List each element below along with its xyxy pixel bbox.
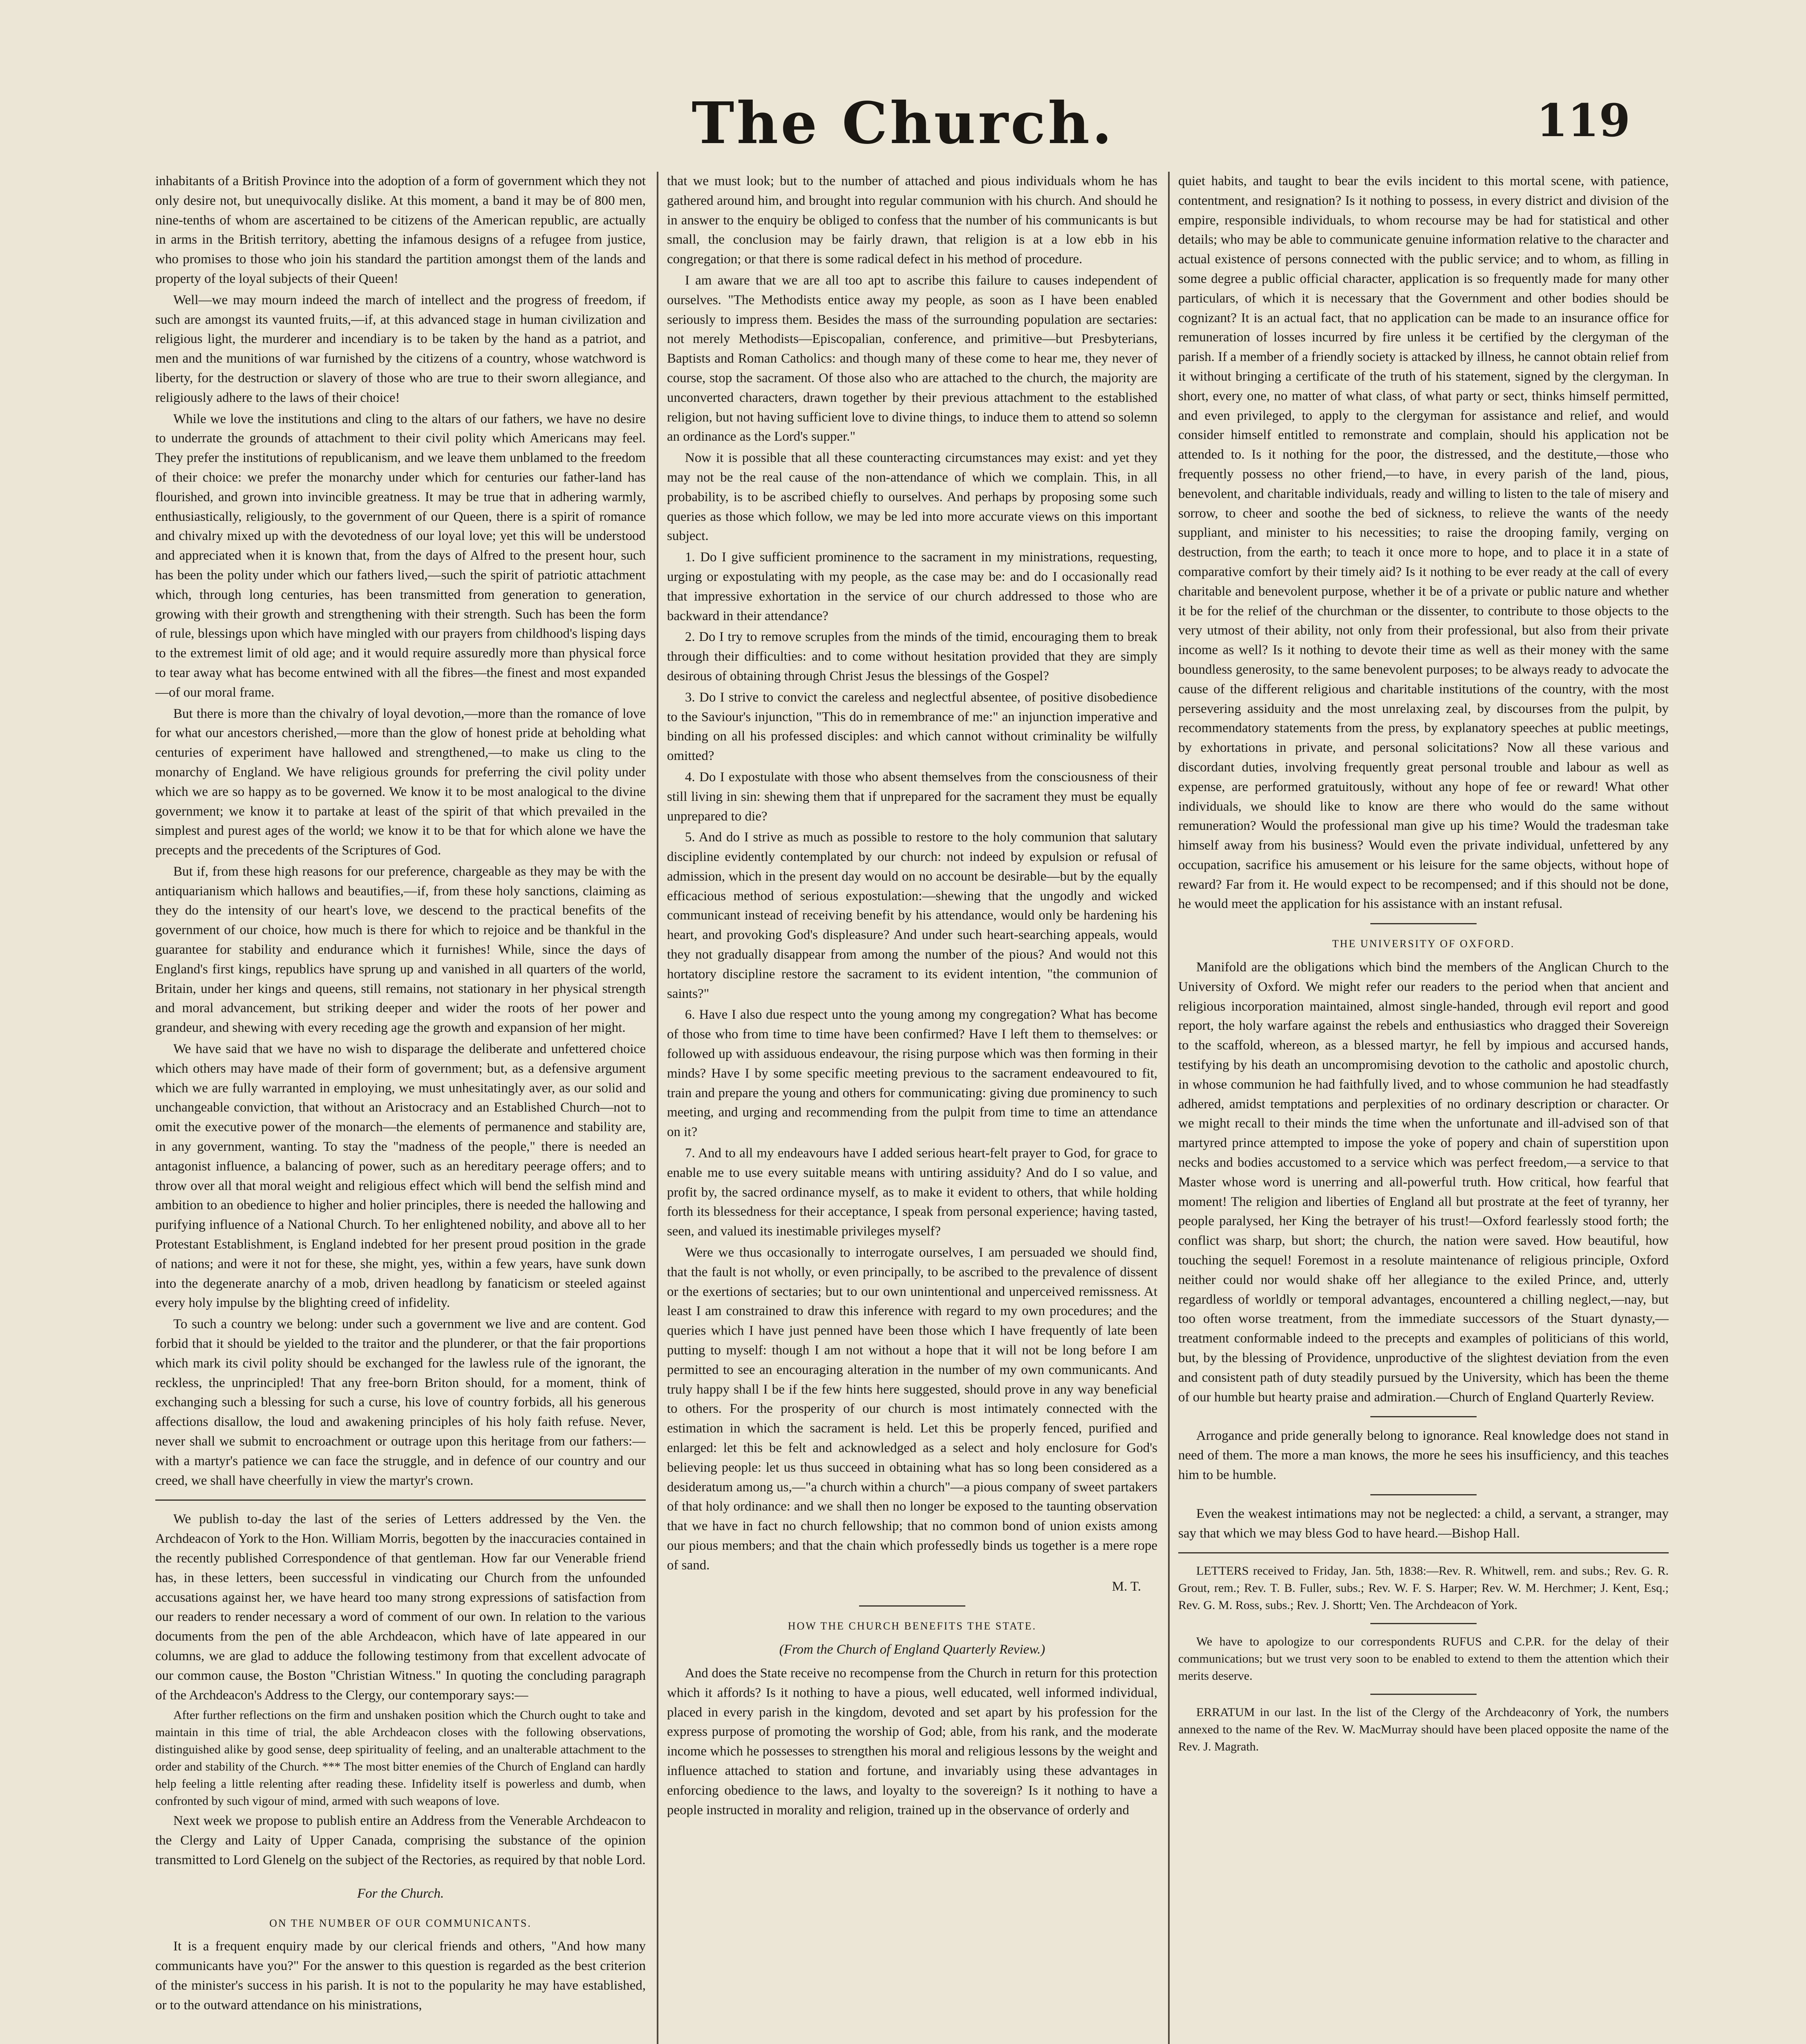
section-heading: HOW THE CHURCH BENEFITS THE STATE. — [788, 1620, 1037, 1632]
query-paragraph: 5. And do I strive as much as possible to restore to the holy communion that salutary discipline evidently contemplated by our church: not indeed by expulsion or refusal of admission, which in the present day would on no account be desirable—but by the equally efficacious method of serious expostulation:—shewing that the ungodly and wicked communicant instead of receiving benefit by his attendance, would only be hardening his heart, and provoking God's displeasure? And under such heart-searching appeals, would they not gradually disappear from among the number of the pious? And would not this hortatory discipline restore the sacrament to its evident intention, "the communion of saints?" — [667, 830, 1157, 1001]
masthead — [0, 61, 1806, 155]
column-rule-left — [657, 172, 658, 2044]
query-paragraph: 6. Have I also due respect unto the young among my congregation? What has become of those who from time to time have been confirmed? Have I left them to themselves: or followed up with assiduous endeavour, the rising purpose which was then forming in their minds? Have I by some specific meeting previous to the sacrament endeavoured to fit, train and prepare the young and others for communicating: giving due prominency to such meeting, and urging and recommending from the pulpit from time to time an attendance on it? — [667, 1007, 1157, 1140]
section-divider — [1370, 1416, 1477, 1417]
newspaper-title: The Church. — [692, 90, 1114, 157]
query-paragraph: 4. Do I expostulate with those who absent themselves from the consciousness of their still living in sin: shewing them that if unprepared for the sacrament they must be equally unprepared to die? — [667, 769, 1157, 824]
correspondents-notice: We have to apologize to our correspondents RUFUS and C.P.R. for the delay of their communications; but we trust very soon to be enabled to extend to them the attention which their merits deserve. — [1178, 1635, 1669, 1683]
article-paragraph: quiet habits, and taught to bear the evils incident to this mortal scene, with patience, contentment, and resignation? Is it nothing to possess, in every district and division of the empire, responsible individuals, to whom recourse may be had for statistical and other details; who may be able to communicate genuine information relative to the character and actual existence of persons connected with the public service; and to whom, as filling in some degree a public official character, application is so frequently made for many other particulars, of which it is necessary that the Government and other bodies should be cognizant? It is an actual fact, that no application can be made to an insurance office for remuneration of losses incurred by fire unless it be certified by the clergyman of the parish. If a member of a friendly society is attacked by illness, he cannot obtain relief from it without bringing a certificate of the truth of his statement, signed by the clergyman. In short, every one, no matter of what class, of what party or sect, thinks himself permitted, and even privileged, to apply to the clergyman for assistance and relief, and would consider himself entitled to remonstrate and complain, should his application not be attended to. Is it nothing for the poor, the distressed, and the destitute,—those who frequently possess no other friend,—to have, in every parish of the land, pious, benevolent, and charitable individuals, ready and willing to listen to the tale of misery and sorrow, to cheer and soothe the bed of sickness, to relieve the wants of the needy suppliant, and minister to his necessities; to raise the drooping family, verging on destruction, from the earth; to teach it once more to hope, and to place it in a state of comparative comfort by their timely aid? Is it nothing to be ever ready at the call of every charitable and benevolent purpose, whether it be of a private or public nature and whether it be for the relief of the churchman or the dissenter, to contribute to those objects to the very utmost of their ability, not only from their professional, but also from their private income as well? Is it nothing to devote their time as well as their money with the same boundless generosity, to the same benevolent purposes; to be always ready to advocate the cause of the different religious and charitable institutions of the country, with the most persevering assiduity and the most unrelaxing zeal, by discourses from the pulpit, by recommendatory statements from the press, by explanatory speeches at public meetings, by exhortations in private, and personal solicitations? Now all these various and discordant duties, involving frequently great personal trouble and labour as well as expense, are performed gratuitously, without any hope of fee or reward! What other individuals, we should like to know are there who would do the same without remuneration? Would the professional man give up his time? Would the tradesman take himself away from his business? Would even the private individual, unfettered by any occupation, sacrifice his amusement or his leisure for the same objects, without hope of reward? Far from it. He would expect to be recompensed; and if this should not be done, he would meet the application for his assistance with an instant refusal. — [1178, 174, 1669, 912]
article-paragraph: And does the State receive no recompense from the Church in return for this protection which it affords? Is it nothing to have a pious, well educated, well informed individual, placed in every parish in the kingdom, devoted and set apart by his profession for the express purpose of promoting the worship of God; able, from his rank, and the moderate income which he possesses to strengthen his moral and religious lessons by the weight and influence attached to station and fortune, and invariably using these advantages in enforcing obedience to the laws, and loyalty to the sovereign? Is it nothing to have a people instructed in morality and religion, trained up in the observance of orderly and — [667, 1665, 1157, 1818]
maxim-paragraph: Even the weakest intimations may not be neglected: a child, a servant, a stranger, may say that which we may bless God to have heard.—Bishop Hall. — [1178, 1506, 1669, 1541]
article-paragraph: inhabitants of a British Province into the adoption of a form of government which they not only desire not, but unequivocally dislike. At this moment, a band it may be of 800 men, nine-tenths of whom are ascertained to be citizens of the American republic, are actually in arms in the British territory, abetting the infamous designs of a refugee from justice, who promises to those who join his standard the partition amongst them of the lands and property of the loyal subjects of their Queen! — [155, 174, 646, 286]
article-paragraph: Well—we may mourn indeed the march of intellect and the progress of freedom, if such are amongst its vaunted fruits,—if, at this advanced stage in human civilization and religious light, the murderer and incendiary is to be taken by the hand as a patriot, and men and the munitions of war furnished by the citizens of a country, whose watchword is liberty, for the destruction or slavery of those who are true to their sworn allegiance, and religiously adhere to the laws of their choice! — [155, 292, 646, 405]
article-paragraph: To such a country we belong: under such a government we live and are content. God forbid that it should be yielded to the traitor and the plunderer, or that the fair proportions which mark its civil polity should be exchanged for the lawless rule of the ignorant, the reckless, the unprincipled! That any free-born Briton should, for a moment, think of exchanging such a blessing for such a curse, his love of country forbids, all his generous affections disallow, the loud and awakening principles of his holy faith refuse. Never, never shall we submit to encroachment or outrage upon this heritage from our fathers:—with a martyr's patience we can face the struggle, and in defence of our country and our creed, we shall have cheerfully in view the martyr's crown. — [155, 1317, 646, 1488]
article-paragraph: But if, from these high reasons for our preference, chargeable as they may be with the antiquarianism which hallows and beautifies,—if, from these holy sanctions, claiming as they do the intensity of our heart's love, we descend to the practical benefits of the government of our choice, how much is there for which to rejoice and be thankful in the guarantee for stability and endurance which it furnishes! While, since the days of England's first kings, republics have sprung up and vanished in all quarters of the world, Britain, under her kings and queens, still remains, not stationary in her physical strength and moral advancement, but striking deeper and wider the roots of her power and grandeur, and shewing with every receding age the growth and expansion of her might. — [155, 864, 646, 1035]
section-divider — [1370, 1494, 1477, 1495]
section-divider — [155, 1499, 646, 1501]
query-paragraph: 3. Do I strive to convict the careless and neglectful absentee, of positive disobedience to the Saviour's injunction, "This do in remembrance of me:" an injunction imperative and binding on all his professed disciples: and which cannot without criminality be wilfully omitted? — [667, 690, 1157, 764]
maxim-paragraph: Arrogance and pride generally belong to ignorance. Real knowledge does not stand in need of them. The more a man knows, the more he sees his insufficiency, and this teaches him to be humble. — [1178, 1428, 1669, 1482]
article-paragraph: But there is more than the chivalry of loyal devotion,—more than the romance of love for what our ancestors cherished,—more than the glow of honest pride at beholding what centuries of experiment have hallowed and strengthened,—to make us cling to the monarchy of England. We have religious grounds for preferring the civil polity under which we are so happy as to be governed. We know it to be most analogical to the divine government; we know it to partake at least of the spirit of that which prevailed in the simplest and purest ages of the world; we know it to be that for which alone we have the precepts and the precedents of the Scriptures of God. — [155, 706, 646, 858]
section-divider — [1370, 1623, 1477, 1624]
query-paragraph: 2. Do I try to remove scruples from the minds of the timid, encouraging them to break through their difficulties: and to come without hesitation provided that they are simply desirous of obtaining through Christ Jesus the blessings of the Gospel? — [667, 630, 1157, 684]
section-heading: ON THE NUMBER OF OUR COMMUNICANTS. — [269, 1917, 532, 1929]
letters-received: LETTERS received to Friday, Jan. 5th, 1838:—Rev. R. Whitwell, rem. and subs.; Rev. G. R. Grout, rem.; Rev. T. B. Fuller, subs.; Rev. W. F. S. Harper; Rev. W. M. Herchmer; J. Kent, Esq.; Rev. G. M. Ross, subs.; Rev. J. Shortt; Ven. The Archdeacon of York. — [1178, 1564, 1669, 1612]
quoted-paragraph: After further reflections on the firm and unshaken position which the Church ought to take and maintain in this time of trial, the able Archdeacon closes with the following observations, distinguished alike by good sense, deep spirituality of feeling, and an unalterable attachment to the order and stability of the Church. *** The most bitter enemies of the Church of England can hardly help feeling a little relenting after reading these. Infidelity itself is powerless and dumb, when confronted by such vigour of mind, armed with such weapons of love. — [155, 1708, 646, 1808]
column-rule-right — [1168, 172, 1170, 2044]
article-signature: M. T. — [1112, 1579, 1141, 1594]
column-1 — [155, 172, 646, 2044]
erratum-notice: ERRATUM in our last. In the list of the Clergy of the Archdeaconry of York, the numbers annexed to the name of the Rev. W. MacMurray should have been placed opposite the name of the Rev. J. Magrath. — [1178, 1706, 1669, 1754]
column-2 — [667, 172, 1157, 2044]
section-divider — [1178, 1552, 1669, 1553]
query-paragraph: 7. And to all my endeavours have I added serious heart-felt prayer to God, for grace to enable me to use every suitable means with untiring assiduity? And do I so value, and profit by, the sacred ordinance myself, as to make it evident to others, that while holding forth its blessedness for their acceptance, I speak from personal experience; having tasted, seen, and valued its inestimable privileges myself? — [667, 1146, 1157, 1239]
section-source: (From the Church of England Quarterly Review.) — [779, 1642, 1045, 1657]
article-paragraph: While we love the institutions and cling to the altars of our fathers, we have no desire to underrate the grounds of attachment to their civil polity which Americans may feel. They prefer the institutions of republicanism, and we leave them unblamed to the freedom of their choice: we prefer the monarchy under which for centuries our father-land has flourished, and grown into invincible greatness. It may be true that in adhering warmly, enthusiastically, religiously, to the government of our Queen, there is a spirit of romance and chivalry mixed up with the devotedness of our loyal love; yet this will be understood and appreciated when it is known that, from the days of Alfred to the present hour, such has been the polity under which our fathers lived,—such the spirit of patriotic attachment which, through long centuries, has been transmitted from generation to generation, growing with their growth and strengthening with their strength. Such has been the form of rule, blessings upon which have mingled with our prayers from childhood's lisping days to the extremest limit of old age; and it would require assuredly more than physical force to tear away what has become entwined with all the fibres—the finest and most expanded—of our moral frame. — [155, 411, 646, 700]
section-divider — [1370, 1694, 1477, 1695]
article-paragraph: that we must look; but to the number of attached and pious individuals whom he has gathered around him, and brought into regular communion with his church. And should he in answer to the enquiry be obliged to confess that the number of his communicants is but small, the conclusion may be fairly drawn, that religion is at a low ebb in his congregation; or that there is some radical defect in his method of procedure. — [667, 174, 1157, 267]
article-paragraph: Were we thus occasionally to interrogate ourselves, I am persuaded we should find, that the fault is not wholly, or even principally, to be ascribed to the prevalence of dissent or the exertions of sectaries; but to our own unintentional and unperceived remissness. At least I am constrained to draw this inference with regard to my own procedures; and the queries which I have just penned have been those which I have frequently of late been putting to myself: though I am not without a hope that it will not be long before I am permitted to see an encouraging alteration in the number of my own communicants. And truly happy shall I be if the few hints here suggested, should prove in any way beneficial to others. For the prosperity of our church is most intimately connected with the estimation in which the sacrament is held. Let this be properly fenced, purified and enlarged: let this be felt and acknowledged as a select and holy enclosure for God's believing people: let us thus succeed in obtaining what has so long been considered as a desideratum among us,—"a church within a church"—a pious company of sweet partakers of that holy ordinance: and we shall then no longer be exposed to the taunting observation that we have in fact no church fellowship; that no common bond of union exists among our pious members; and that the chain which professedly binds us together is a mere rope of sand. — [667, 1245, 1157, 1573]
article-byline: For the Church. — [357, 1886, 444, 1901]
column-3 — [1178, 172, 1669, 2044]
section-heading: THE UNIVERSITY OF OXFORD. — [1332, 938, 1515, 950]
page-number: 119 — [1536, 94, 1630, 147]
query-paragraph: 1. Do I give sufficient prominence to the sacrament in my ministrations, requesting, urging or expostulating with my people, as the case may be: and do I occasionally read that impressive exhortation in the service of our church addressed to those who are backward in their attendance? — [667, 550, 1157, 623]
article-paragraph: Next week we propose to publish entire an Address from the Venerable Archdeacon to the Clergy and Laity of Upper Canada, comprising the substance of the opinion transmitted to Lord Glenelg on the subject of the Rectories, as required by that noble Lord. — [155, 1813, 646, 1867]
article-paragraph: We have said that we have no wish to disparage the deliberate and unfettered choice which others may have made of their form of government; but, as a defensive argument which we are fully warranted in employing, we must unhesitatingly aver, as our solid and unchangeable conviction, that without an Aristocracy and an Established Church—not to omit the executive power of the monarch—the elements of permanence and stability are, in any government, wanting. To stay the "madness of the people," there is needed an antagonist influence, a balancing of power, such as an hereditary peerage offers; and to throw over all that moral weight and religious effect which will bend the selfish mind and ambition to an obedience to higher and holier principles, there is needed the hallowing and purifying influence of a National Church. To her enlightened nobility, and above all to her Protestant Establishment, is England indebted for her present proud position in the grade of nations; and were it not for these, she might, yes, within a few years, have sunk down into the degenerate anarchy of a mob, driven headlong by fanaticism or steeled against every holy impulse by the blighting creed of infidelity. — [155, 1042, 646, 1311]
article-paragraph: We publish to-day the last of the series of Letters addressed by the Ven. the Archdeacon of York to the Hon. William Morris, begotten by the inaccuracies contained in the recently published Correspondence of that gentleman. How far our Venerable friend has, in these letters, been successful in vindicating our Church from the unfounded accusations against her, we have heard too many strong expressions of satisfaction from our readers to render necessary a word of comment of our own. In relation to the various documents from the pen of the able Archdeacon, which have of late appeared in our columns, we are glad to adduce the following testimony from that excellent advocate of our common cause, the Boston "Christian Witness." In quoting the concluding paragraph of the Archdeacon's Address to the Clergy, our contemporary says:— — [155, 1512, 646, 1703]
section-divider — [859, 1605, 965, 1607]
article-paragraph: I am aware that we are all too apt to ascribe this failure to causes independent of ourselves. "The Methodists entice away my people, as soon as I have been enabled seriously to impress them. Besides the mass of the surrounding population are sectaries: not merely Methodists—Episcopalian, conference, and primitive—but Presbyterians, Baptists and Roman Catholics: and though many of these come to hear me, they never of course, stop the sacrament. Of those also who are attached to the church, the majority are unconverted characters, drawn together by their previous attachment to the established religion, but not having sufficient love to divine things, to induce them to attend so solemn an ordinance as the Lord's supper." — [667, 273, 1157, 444]
article-paragraph: It is a frequent enquiry made by our clerical friends and others, "And how many communicants have you?" For the answer to this question is regarded as the best criterion of the minister's success in his parish. It is not to the popularity he may have established, or to the outward attendance on his ministrations, — [155, 1939, 646, 2013]
article-paragraph: Manifold are the obligations which bind the members of the Anglican Church to the University of Oxford. We might refer our readers to the period when that ancient and religious incorporation maintained, almost single-handed, through evil report and good report, the holy warfare against the rebels and enthusiastics who dragged their Sovereign to the scaffold, whereon, as a blessed martyr, he fell by impious and accursed hands, testifying by his death an uncompromising devotion to the catholic and apostolic church, in whose communion he had faithfully lived, and to whose communion he had steadfastly adhered, amidst temptations and perplexities of no ordinary description or character. Or we might recall to their minds the time when the unfortunate and ill-advised son of that martyred prince attempted to impose the yoke of popery and chain of superstition upon necks and bodies accustomed to a service which was perfect freedom,—a service to that Master whose word is unerring and all-powerful truth. How critical, how fearful that moment! The religion and liberties of England all but prostrate at the feet of tyranny, her people paralysed, her King the betrayer of his trust!—Oxford fearlessly stood forth; the conflict was sharp, but short; the church, the nation were saved. How beautiful, how touching the sequel! Foremost in a resolute maintenance of religious principle, Oxford neither could nor would shake off her allegiance to the exiled Prince, and, utterly regardless of worldly or temporal advantages, encountered a chilling neglect,—nay, but too often worse treatment, from the immediate successors of the Stuart dynasty,—treatment conformable indeed to the precepts and examples of politicians of this world, but, by the blessing of Providence, unproductive of the slightest deviation from the even and consistent path of duty steadily pursued by the University, which has been the theme of our humble but hearty praise and admiration.—Church of England Quarterly Review. — [1178, 960, 1669, 1405]
section-divider — [1370, 923, 1477, 924]
article-paragraph: Now it is possible that all these counteracting circumstances may exist: and yet they may not be the real cause of the non-attendance of which we complain. This, in all probability, is to be ascribed chiefly to ourselves. And perhaps by proposing some such queries as those which follow, we may be led into more accurate views on this important subject. — [667, 450, 1157, 544]
